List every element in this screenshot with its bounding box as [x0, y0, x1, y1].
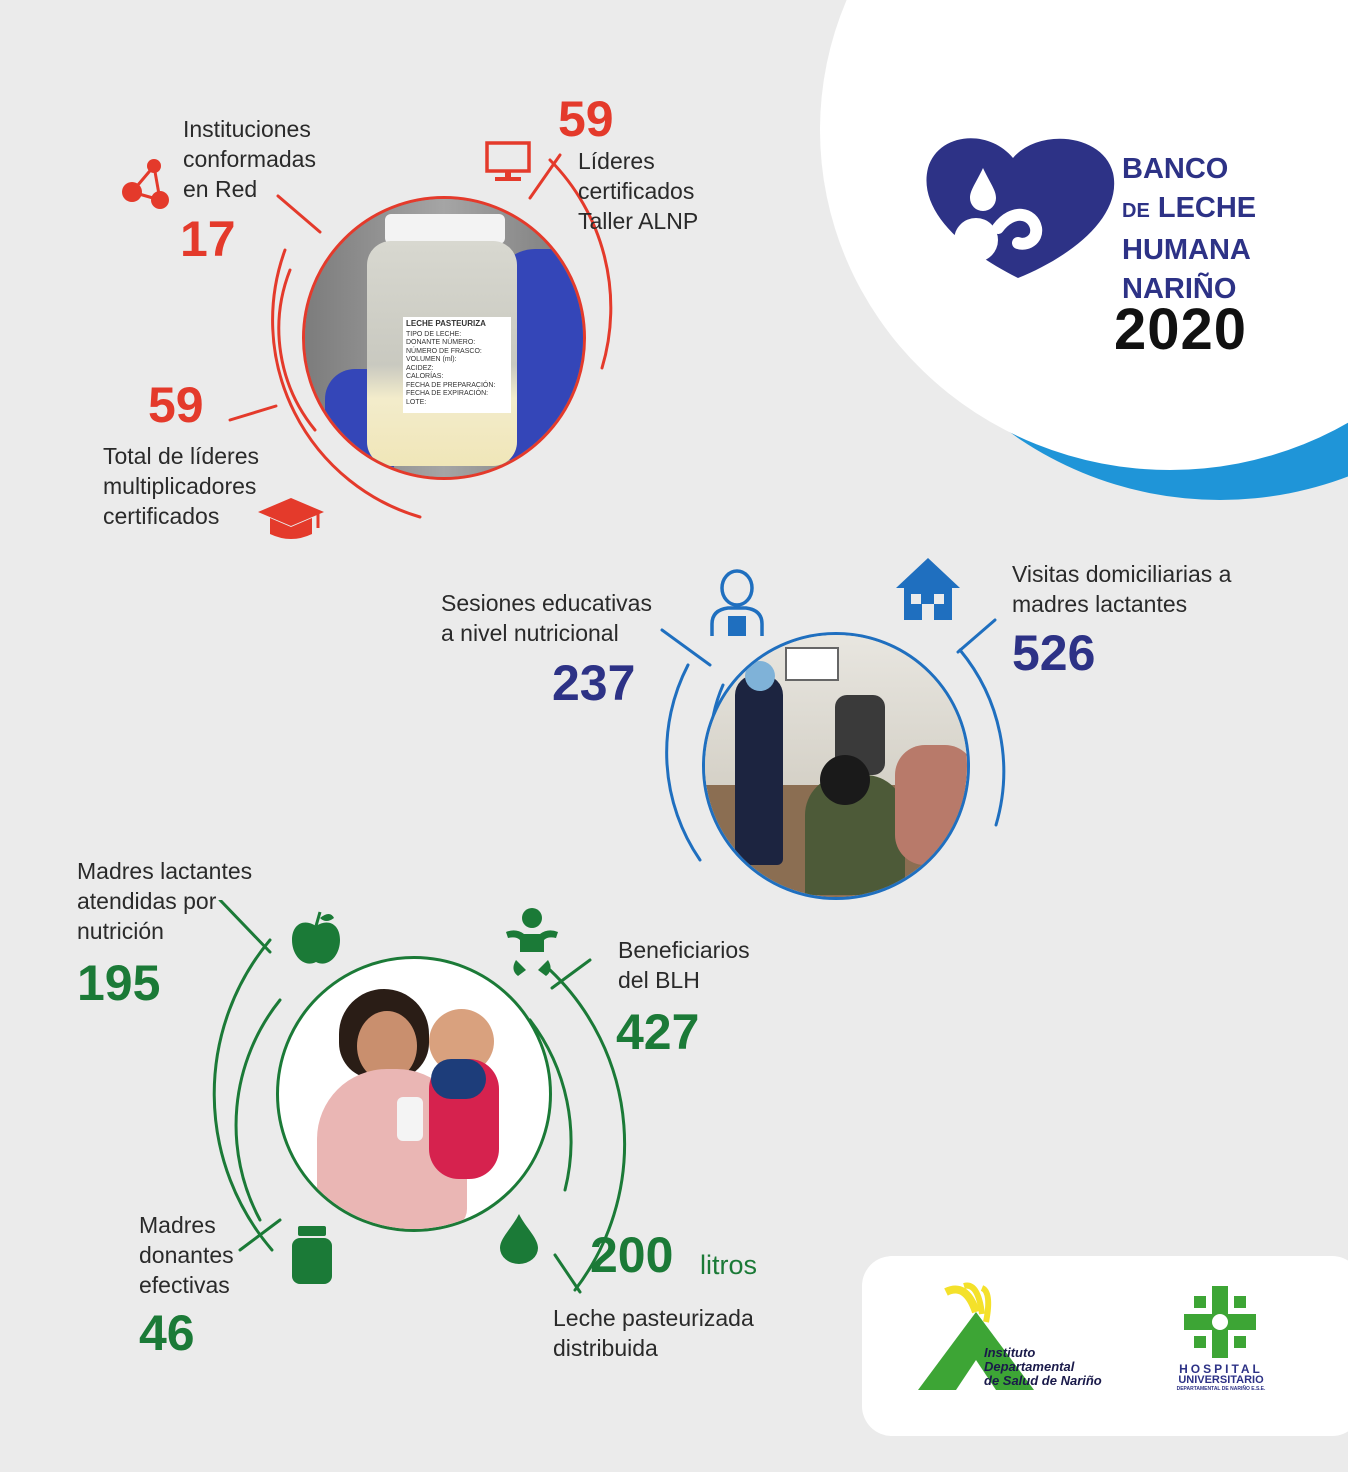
lideres-label: Líderes certificados Taller ALNP	[578, 148, 699, 234]
milk-bottle-icon	[290, 1226, 334, 1286]
ids-line3: de Salud de Nariño	[984, 1373, 1102, 1388]
baby-icon	[502, 906, 562, 980]
donantes-value: 46	[139, 1305, 195, 1361]
visitas-label: Visitas domiciliarias a madres lactantes	[1012, 561, 1232, 617]
multiplicadores-value: 59	[148, 377, 204, 433]
hospital-logo-icon	[1180, 1282, 1260, 1362]
instituciones-value: 17	[180, 211, 236, 267]
ids-line1: Instituto	[984, 1345, 1036, 1360]
sesiones-label: Sesiones educativas a nivel nutricional	[441, 590, 652, 646]
leche-label: Leche pasteurizada distribuida	[553, 1305, 754, 1361]
mother-baby-photo	[276, 956, 552, 1232]
madres-atendidas-label: Madres lactantes atendidas por nutrición	[77, 858, 253, 944]
report-year: 2020	[1114, 297, 1248, 362]
madres-atendidas-value: 195	[77, 955, 161, 1011]
visitas-value: 526	[1012, 625, 1096, 681]
brand-line1: BANCO	[1122, 153, 1229, 185]
leche-value: 200	[590, 1227, 674, 1283]
footer-logos-card	[862, 1256, 1348, 1436]
brand-line3: HUMANA	[1122, 234, 1251, 266]
apple-icon	[290, 910, 342, 968]
network-icon	[118, 156, 184, 210]
jar-label-title: LECHE PASTEURIZA	[406, 319, 486, 328]
education-session-photo	[702, 632, 970, 900]
hospital-text	[1166, 1364, 1276, 1393]
brand-title	[1122, 150, 1256, 309]
ids-text	[984, 1346, 1102, 1388]
brand-line2: LECHE	[1157, 192, 1257, 224]
beneficiarios-label: Beneficiarios del BLH	[618, 937, 750, 993]
woman-icon	[708, 568, 766, 638]
instituciones-label: Instituciones conformadas en Red	[183, 116, 316, 202]
hospital-line2: UNIVERSITARIO	[1178, 1374, 1264, 1386]
house-icon	[894, 556, 962, 622]
multiplicadores-label: Total de líderes multiplicadores certificados	[103, 443, 259, 529]
brand-de: DE	[1122, 200, 1150, 222]
jar-label-fields: TIPO DE LECHE: DONANTE NÚMERO: NÚMERO DE FRASCO: VOLUMEN (ml): ACIDEZ: CALORÍAS: FECHA DE PREPARACIÓN: FECHA DE EXPIRACIÓN: LOTE:	[406, 330, 496, 406]
leche-unit: litros	[700, 1250, 758, 1280]
milk-drop-icon	[496, 1212, 542, 1266]
hospital-line1: HOSPITAL	[1179, 1362, 1263, 1376]
beneficiarios-value: 427	[616, 1004, 700, 1060]
hospital-line3: DEPARTAMENTAL DE NARIÑO E.S.E.	[1176, 1386, 1266, 1392]
graduation-cap-icon	[256, 496, 326, 542]
milk-bank-heart-logo	[918, 128, 1118, 288]
lideres-value: 59	[558, 91, 614, 147]
ids-line2: Departamental	[984, 1359, 1075, 1374]
sesiones-value: 237	[552, 655, 636, 711]
donantes-label: Madres donantes efectivas	[139, 1212, 234, 1298]
milk-jar-photo	[302, 196, 586, 480]
monitor-icon	[484, 140, 532, 184]
brand-line4: NARIÑO	[1122, 273, 1237, 305]
